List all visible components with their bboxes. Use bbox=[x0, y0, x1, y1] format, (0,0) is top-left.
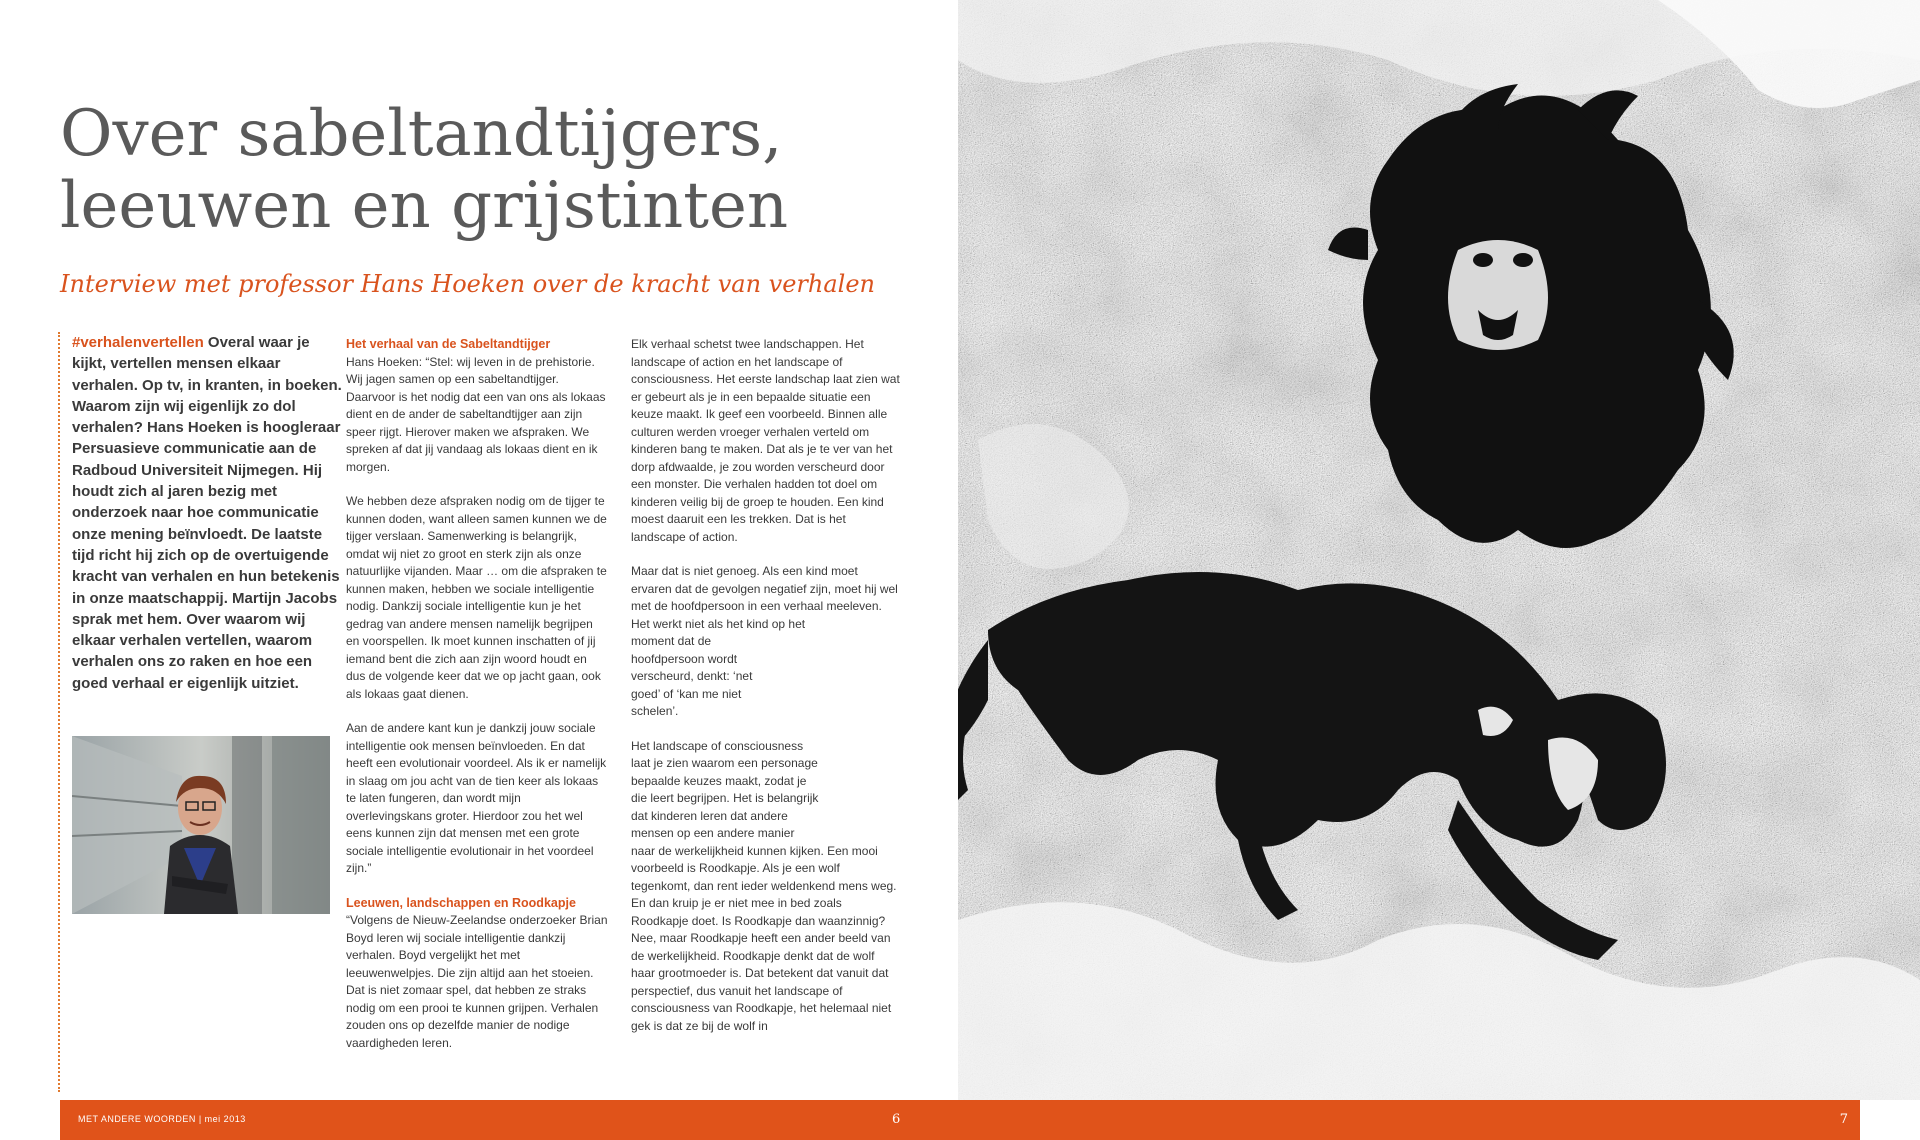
footer-bar bbox=[60, 1100, 1860, 1140]
hashtag: #verhalenvertellen bbox=[72, 334, 204, 351]
paragraph-part: naar de werkelijkheid kunnen kijken. Een mooi voorbeeld is Roodkapje. Als je een wolf tegenkomt, dan rent ieder weldenkend mens weg. En dan kruip je er niet mee in bed zoals Roodkapje doet. Is Roodkapje dan waanzinnig? Nee, maar Roodkapje heeft een ander beeld van de werkelijkheid. Roodkapje denkt dat de wolf haar grootmoeder is. Dat betekent dat vanuit dat perspectief, dus vanuit het landscape of consciousness van Roodkapje, het helemaal niet gek is dat ze bij de wolf in bbox=[631, 843, 897, 1033]
intro-text: Overal waar je kijkt, vertellen mensen elkaar verhalen. Op tv, in kranten, in boeken. Waarom zijn wij eigenlijk zo dol verhalen? Hans Hoeken is hoogleraar Persuasieve communicatie aan de Radboud Universiteit Nijmegen. Hij houdt zich al jaren bezig met onderzoek naar hoe communicatie onze mening beïnvloedt. De laatste tijd richt hij zich op de overtuigende kracht van verhalen en hun betekenis in onze maatschappij. Martijn Jacobs sprak met hem. Over waarom wij elkaar verhalen vertellen, waarom verhalen ons zo raken en hoe een goed verhaal er eigenlijk uitziet. bbox=[72, 334, 342, 692]
paragraph-part: Het landscape of consciousness laat je zien waarom een personage bepaalde keuzes maakt, zodat je die leert begrijpen. Het is belangrijk dat kinderen leren dat andere mensen op een andere manier bbox=[631, 738, 819, 840]
article-title bbox=[60, 98, 940, 242]
page-number-right: 7 bbox=[1839, 1112, 1848, 1127]
paragraph: We hebben deze afspraken nodig om de tijger te kunnen doden, want alleen samen kunnen we de tijger verslaan. Samenwerking is belangrijk, omdat wij niet zo groot en sterk zijn als onze natuurlijke vijanden. Maar … om die afspraken te kunnen maken, hebben we sociale intelligentie nodig. Dankzij sociale intelligentie kun je het gedrag van andere mensen namelijk begrijpen en voorspellen. Ik moet kunnen inschatten of jij iemand bent die zich aan zijn woord houdt en dus de volgende keer dat we op jacht gaan, ook als lokaas gaat dienen. bbox=[346, 494, 607, 701]
intro-paragraph bbox=[72, 332, 344, 694]
article-column-3 bbox=[631, 336, 901, 1052]
paragraph: Elk verhaal schetst twee landschappen. Het landscape of action en het landscape of consciousness. Het eerste landschap laat zien wat er gebeurt als je in een bepaalde situatie een keuze maakt. Ik geef een voorbeeld. Binnen alle culturen werden vroeger verhalen verteld om kinderen bang te maken. Dat als je te ver van het dorp afdwaalde, je zou worden verscheurd door een monster. Die verhalen hadden tot doel om kinderen veilig bij de groep te houden. Een kind moest daaruit een les trekken. Dat is het landscape of action. bbox=[631, 337, 900, 544]
paragraph: Hans Hoeken: “Stel: wij leven in de prehistorie. Wij jagen samen op een sabeltandtijger. Daarvoor is het nodig dat een van ons als lokaas dient en de ander de sabeltandtijger aan zijn speer rijgt. Hierover maken we afspraken. We spreken af dat jij vandaag als lokaas dient en ik morgen. bbox=[346, 354, 606, 474]
portrait-illustration bbox=[72, 736, 330, 914]
paragraph-part: Maar dat is niet genoeg. Als een kind moet ervaren dat de gevolgen negatief zijn, moet hij wel met de hoofdpersoon in een verhaal meeleven. Het werkt niet als het kind op het bbox=[631, 564, 898, 631]
section-heading-leeuwen: Leeuwen, landschappen en Roodkapje bbox=[346, 895, 576, 910]
section-heading-sabeltandtijger: Het verhaal van de Sabeltandtijger bbox=[346, 337, 551, 351]
paragraph bbox=[631, 563, 901, 721]
portrait-photo bbox=[72, 736, 330, 914]
illustration-page bbox=[958, 0, 1920, 1100]
title-line-1: Over sabeltandtijgers, bbox=[60, 97, 783, 171]
page-number-left: 6 bbox=[892, 1112, 901, 1127]
lion-tiger-illustration bbox=[958, 0, 1920, 1100]
intro-column bbox=[58, 332, 344, 1092]
article-subtitle: Interview met professor Hans Hoeken over de kracht van verhalen bbox=[60, 270, 876, 298]
article-column-2 bbox=[346, 336, 608, 1069]
title-line-2: leeuwen en grijstinten bbox=[60, 169, 789, 243]
paragraph: “Volgens de Nieuw-Zeelandse onderzoeker Brian Boyd leren wij sociale intelligentie dankzij verhalen. Boyd vergelijkt het met leeuwenwelpjes. Die zijn altijd aan het stoeien. Dat is niet zomaar spel, dat hebben ze straks nodig om een prooi te kunnen grijpen. Verhalen zouden ons op dezelfde manier de nodige vaardigheden leren. bbox=[346, 913, 608, 1050]
paragraph-part: moment dat de hoofdpersoon wordt verscheurd, denkt: ‘net goed’ of ‘kan me niet schelen’. bbox=[631, 634, 753, 718]
paragraph: Aan de andere kant kun je dankzij jouw sociale intelligentie ook mensen beïnvloeden. En dat heeft een evolutionair voordeel. Als ik er namelijk in slaag om jou acht van de tien keer als lokaas te laten fungeren, dan wordt mijn overlevingskans groter. Hierdoor zou het wel eens kunnen zijn dat mensen met een grote sociale intelligentie evolutionair in het voordeel zijn.” bbox=[346, 721, 607, 875]
paragraph bbox=[631, 738, 901, 1036]
magazine-name: MET ANDERE WOORDEN | mei 2013 bbox=[78, 1114, 246, 1124]
